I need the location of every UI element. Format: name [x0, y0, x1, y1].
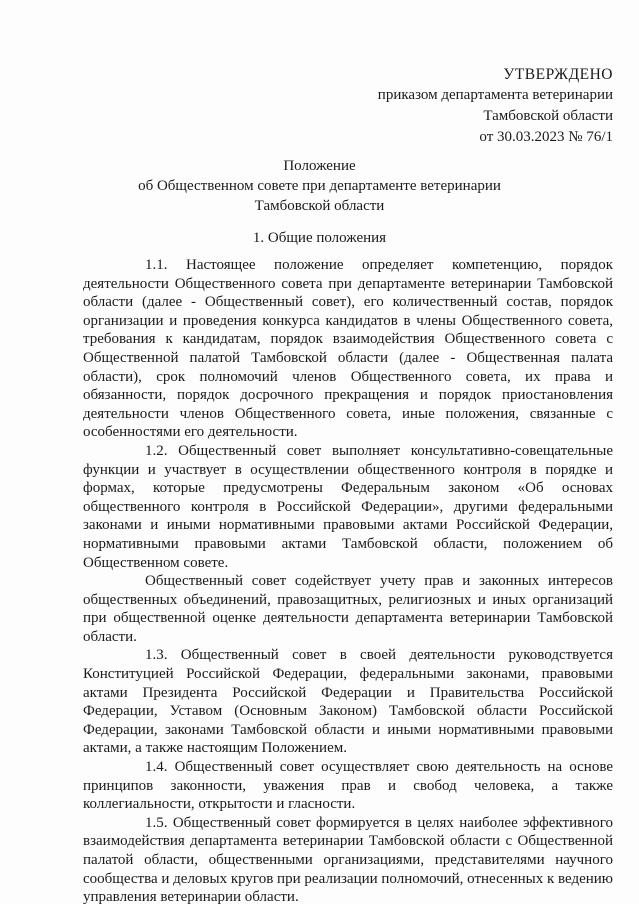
document-body	[83, 256, 613, 907]
approval-line-date: от 30.03.2023 № 76/1	[479, 129, 613, 145]
paragraph-1-4: 1.4. Общественный совет осуществляет свою деятельность на основе принципов законности, уважения прав и свобод человека, а также коллегиальности, открытости и гласности.	[83, 759, 613, 813]
section-heading: 1. Общие положения	[252, 230, 387, 246]
paragraph-1-2-cont: Общественный совет содействует учету прав и законных интересов общественных объединений, правозащитных, религиозных и иных организаций при общественной оценке деятельности департамента ветеринарии Тамбовской области.	[83, 573, 613, 645]
approval-stamp	[378, 64, 613, 148]
paragraph-1-1: 1.1. Настоящее положение определяет компетенцию, порядок деятельности Общественного совета при департаменте ветеринарии Тамбовской области (далее - Общественный совет), его количественный состав, порядок организации и проведения конкурса кандидатов в члены Общественного совета, требования к кандидатам, порядок взаимодействия Общественного совета с Общественной палатой Тамбовской области (далее - Общественная палата области), срок полномочий членов Общественного совета, их права и обязанности, порядок досрочного прекращения и порядок приостановления деятельности членов Общественного совета, иные положения, связанные с особенностями его деятельности.	[83, 257, 613, 441]
paragraph-1-2: 1.2. Общественный совет выполняет консультативно-совещательные функции и участвует в осуществлении общественного контроля в порядке и формах, которые предусмотрены Федеральным законом «Об основах общественного контроля в Российской Федерации», другими федеральными законами и иными нормативными правовыми актами Российской Федерации, нормативными правовыми актами Тамбовской области, положением об Общественном совете.	[83, 442, 613, 571]
title-line-1: Положение	[283, 158, 356, 174]
document-title	[40, 156, 599, 216]
paragraph-1-5: 1.5. Общественный совет формируется в целях наиболее эффективного взаимодействия департамента ветеринарии Тамбовской области с Общественной палатой области, общественными организациями, представителями научного сообщества и деловых кругов при реализации полномочий, отнесенных к ведению управления ветеринарии области.	[83, 814, 614, 906]
paragraph-1-3: 1.3. Общественный совет в своей деятельности руководствуется Конституцией Российской Федерации, федеральными законами, правовыми актами Президента Российской Федерации и Правительства Российской Федерации, Уставом (Основным Законом) Тамбовской области Российской Федерации, законами Тамбовской области и иными нормативными правовыми актами, а также настоящим Положением.	[83, 647, 613, 757]
approval-line-order: приказом департамента ветеринарии	[377, 87, 613, 103]
approval-heading: УТВЕРЖДЕНО	[503, 66, 613, 83]
title-line-3: Тамбовской области	[254, 198, 385, 214]
approval-line-region: Тамбовской области	[483, 108, 613, 124]
title-line-2: об Общественном совете при департаменте ветеринарии	[138, 178, 501, 194]
